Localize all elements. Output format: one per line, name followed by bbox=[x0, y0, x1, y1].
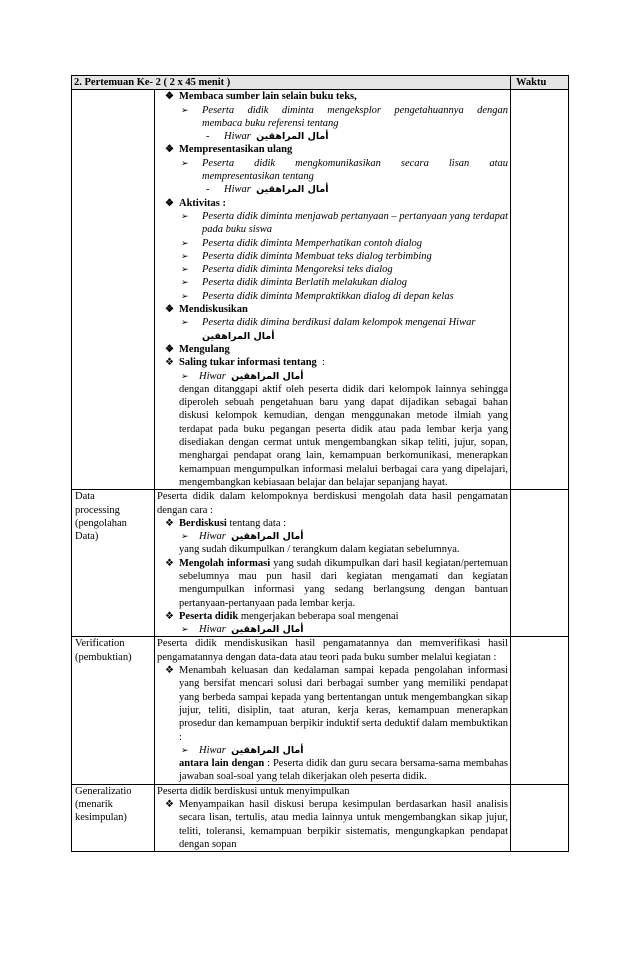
stage-label bbox=[72, 490, 155, 637]
diamond-bullet-icon: ❖ bbox=[165, 91, 174, 103]
paragraph: Peserta didik dalam kelompoknya berdiskusi mengolah data hasil pengamatan dengan cara : bbox=[157, 491, 509, 516]
arrow-bullet-icon: ➢ bbox=[181, 531, 189, 542]
arrow-bullet-icon: ➢ bbox=[181, 624, 189, 635]
arabic-topic: أمال المراهقين bbox=[231, 744, 304, 756]
activity-cell bbox=[155, 490, 511, 637]
time-cell bbox=[511, 90, 569, 490]
diamond-bullet-icon: ❖ bbox=[165, 517, 174, 529]
list-item: ❖ Saling tukar informasi tentang : bbox=[165, 357, 325, 369]
paragraph: dengan ditanggapi aktif oleh peserta didik dari kelompok lainnya sehingga diperoleh sebuah pengetahuan baru yang dapat dijadikan sebagai bahan diskusi kelompok kemudian, dengan menggunakan metode ilmiah yang terdapat pada buku pegangan peserta didik atau pada lembar kerja yang disediakan dengan cermat untuk mengembangkan sikap teliti, jujur, sopan, menghargai pendapat orang lain, kemampuan berkomunikasi, menerapkan kemampuan mengumpulkan informasi melalui berbagai cara yang dipelajari, mengembangkan kebiasaan belajar dan belajar sepanjang hayat. bbox=[179, 383, 509, 488]
diamond-bullet-icon: ❖ bbox=[165, 197, 174, 209]
table-row bbox=[72, 637, 569, 784]
diamond-bullet-icon: ❖ bbox=[165, 304, 174, 316]
table-row bbox=[72, 90, 569, 490]
list-item: ❖ Aktivitas : bbox=[165, 197, 226, 209]
activity-cell bbox=[155, 784, 511, 851]
list-item: ➢ Hiwar أمال المراهقين bbox=[181, 370, 304, 382]
list-item: ❖ Mengolah informasi yang sudah dikumpulkan dari hasil kegiatan/pertemuan sebelumnya mau pun hasil dari kegiatan mengamati dan kegiatan mengumpulkan informasi yang sedang berlangsung dengan bantuan pertanyaan-pertanyaan pada lembar kerja. bbox=[165, 557, 509, 609]
diamond-bullet-icon: ❖ bbox=[165, 610, 174, 622]
arrow-bullet-icon: ➢ bbox=[181, 104, 189, 115]
paragraph: Peserta didik mendiskusikan hasil pengamatannya dan memverifikasi hasil pengamatannya dengan data-data atau teori pada buku sumber melalui kegiatan : bbox=[157, 638, 509, 663]
dash-icon: - bbox=[206, 184, 210, 196]
diamond-bullet-icon: ❖ bbox=[165, 665, 174, 677]
list-item: ➢ Peserta didik dimina berdikusi dalam kelompok mengenai Hiwar أمال المراهقين bbox=[181, 317, 476, 342]
list-item: ❖ Menambah keluasan dan kedalaman sampai kepada pengolahan informasi yang bersifat mencari solusi dari berbagai sumber yang memiliki pendapat yang berbeda sampai kepada yang bertentangan untuk mengembangkan sikap jujur, teliti, disiplin, taat aturan, kerja keras, kemampuan menerapkan prosedur dan kemampuan berpikir induktif serta deduktif dalam membuktikan : bbox=[165, 665, 509, 743]
arrow-bullet-icon: ➢ bbox=[181, 290, 189, 301]
list-item: ❖ Peserta didik mengerjakan beberapa soal mengenai bbox=[165, 610, 399, 622]
arrow-bullet-icon: ➢ bbox=[181, 370, 189, 381]
arabic-topic: أمال المراهقين bbox=[231, 624, 304, 636]
arrow-bullet-icon: ➢ bbox=[181, 157, 189, 168]
list-item: ➢ Peserta didik diminta Membuat teks dialog terbimbing bbox=[181, 250, 432, 262]
list-item: ➢ Hiwar أمال المراهقين bbox=[181, 531, 304, 543]
arabic-topic: أمال المراهقين bbox=[202, 330, 275, 342]
stage-label bbox=[72, 784, 155, 851]
list-item: ❖ Mengulang bbox=[165, 343, 230, 355]
stage-label-empty bbox=[72, 90, 155, 490]
list-item: ➢ Peserta didik mengkomunikasikan secara lisan atau bbox=[181, 157, 509, 169]
arabic-topic: أمال المراهقين bbox=[231, 531, 304, 543]
table-header-row bbox=[72, 76, 569, 90]
diamond-bullet-icon: ❖ bbox=[165, 343, 174, 355]
lesson-plan-document bbox=[71, 75, 568, 852]
arrow-bullet-icon: ➢ bbox=[181, 264, 189, 275]
activity-cell bbox=[155, 90, 511, 490]
stage-label-line: (pembuktian) bbox=[75, 651, 132, 663]
list-item: ➢ Hiwar أمال المراهقين bbox=[181, 744, 304, 756]
list-item: ❖ Menyampaikan hasil diskusi berupa kesimpulan berdasarkan hasil analisis secara lisan, tertulis, atau media lainnya untuk mengembangkan sikap jujur, teliti, toleransi, kemampuan berpikir sistematis, mengungkapkan pendapat dengan sopan bbox=[165, 799, 509, 850]
arrow-bullet-icon: ➢ bbox=[181, 250, 189, 261]
list-item: ❖ Membaca sumber lain selain buku teks, bbox=[165, 91, 357, 103]
stage-label-line: processing bbox=[75, 504, 120, 516]
arrow-bullet-icon: ➢ bbox=[181, 317, 189, 328]
paragraph: yang sudah dikumpulkan / terangkum dalam kegiatan sebelumnya. bbox=[179, 544, 460, 556]
time-cell bbox=[511, 784, 569, 851]
diamond-bullet-icon: ❖ bbox=[165, 799, 174, 811]
list-item: ❖ Mendiskusikan bbox=[165, 304, 248, 316]
table-row bbox=[72, 784, 569, 851]
arrow-bullet-icon: ➢ bbox=[181, 744, 189, 755]
activity-cell bbox=[155, 637, 511, 784]
list-item: - Hiwar أمال المراهقين bbox=[206, 131, 329, 143]
table-row bbox=[72, 490, 569, 637]
stage-label-line: Data) bbox=[75, 531, 99, 543]
list-item: ➢ Hiwar أمال المراهقين bbox=[181, 624, 304, 636]
arrow-bullet-icon: ➢ bbox=[181, 237, 189, 248]
list-item: ➢ Peserta didik diminta Mempraktikkan dialog di depan kelas bbox=[181, 290, 454, 302]
list-item: ➢ Peserta didik diminta menjawab pertanyaan – pertanyaan yang terdapat pada buku siswa bbox=[181, 210, 509, 236]
arabic-topic: أمال المراهقين bbox=[231, 370, 304, 382]
list-item: ➢ Peserta didik diminta Mengoreksi teks dialog bbox=[181, 264, 393, 276]
stage-label-line: (menarik bbox=[75, 799, 113, 811]
list-item: ❖ Mempresentasikan ulang bbox=[165, 144, 293, 156]
list-item: ➢ Peserta didik diminta Berlatih melakukan dialog bbox=[181, 277, 408, 289]
diamond-bullet-icon: ❖ bbox=[165, 557, 174, 569]
stage-label-line: Data bbox=[75, 491, 95, 503]
lesson-activity-table bbox=[71, 75, 569, 852]
time-cell bbox=[511, 490, 569, 637]
arabic-topic: أمال المراهقين bbox=[256, 131, 329, 143]
diamond-bullet-icon: ❖ bbox=[165, 144, 174, 156]
list-item: ❖ Berdiskusi tentang data : bbox=[165, 517, 287, 529]
arrow-bullet-icon: ➢ bbox=[181, 210, 189, 221]
list-item-continuation: mempresentasikan tentang bbox=[202, 171, 314, 183]
paragraph: Peserta didik berdiskusi untuk menyimpulkan bbox=[157, 785, 350, 797]
time-cell bbox=[511, 637, 569, 784]
list-item-continuation: membaca buku referensi tentang bbox=[202, 117, 339, 129]
dash-icon: - bbox=[206, 131, 210, 143]
stage-label bbox=[72, 637, 155, 784]
paragraph: antara lain dengan : Peserta didik dan guru secara bersama-sama membahas jawaban soal-soal yang telah dikerjakan oleh peserta didik. bbox=[179, 758, 508, 783]
stage-label-line: kesimpulan) bbox=[75, 812, 127, 824]
diamond-bullet-icon: ❖ bbox=[165, 357, 174, 369]
arabic-topic: أمال المراهقين bbox=[256, 184, 329, 196]
list-item: ➢ Peserta didik diminta Memperhatikan contoh dialog bbox=[181, 237, 422, 249]
list-item: - Hiwar أمال المراهقين bbox=[206, 184, 329, 196]
arrow-bullet-icon: ➢ bbox=[181, 277, 189, 288]
meeting-title: 2. Pertemuan Ke- 2 ( 2 x 45 menit ) bbox=[72, 76, 511, 90]
stage-label-line: Verification bbox=[75, 638, 125, 650]
time-column-header: Waktu bbox=[511, 76, 569, 90]
stage-label-line: (pengolahan bbox=[75, 517, 127, 529]
list-item: ➢ Peserta didik diminta mengeksplor pengetahuannya dengan bbox=[181, 104, 509, 116]
stage-label-line: Generalizatio bbox=[75, 785, 132, 797]
